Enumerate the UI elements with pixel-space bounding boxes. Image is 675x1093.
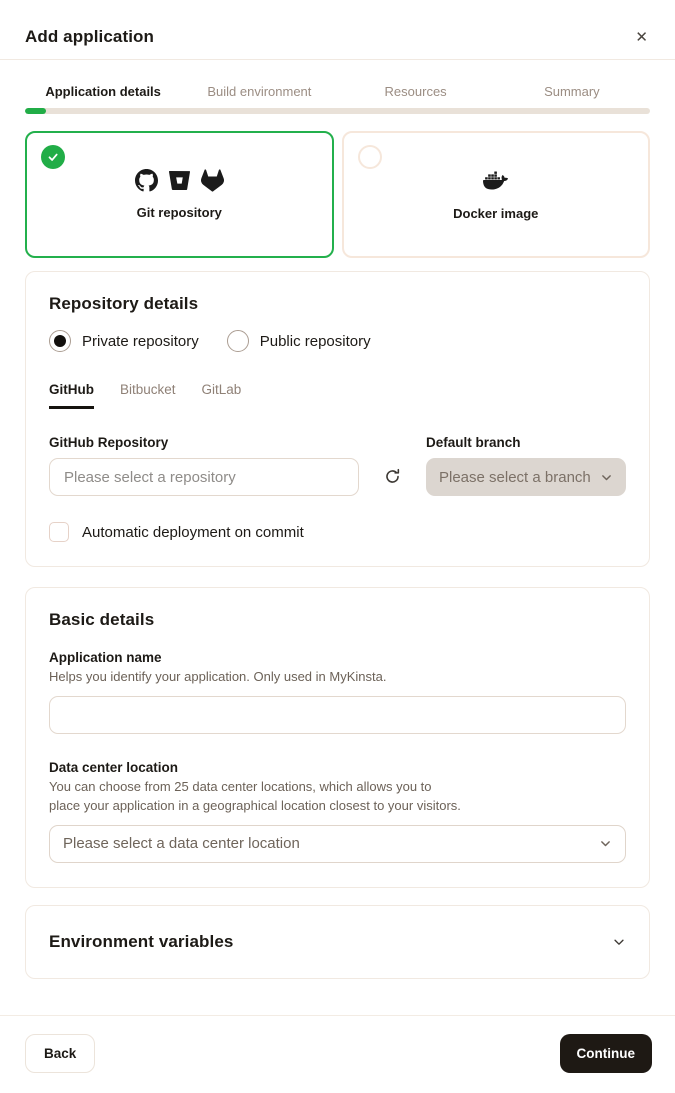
refresh-wrap	[359, 435, 426, 496]
environment-variables-section[interactable]	[25, 905, 650, 979]
progress-bar	[25, 108, 650, 114]
repository-branch-row	[49, 435, 626, 496]
default-branch-select[interactable]	[426, 458, 626, 496]
repository-details-section	[25, 271, 650, 567]
private-repository-radio[interactable]	[49, 330, 199, 352]
data-center-helper	[49, 778, 626, 816]
git-provider-tabs	[49, 382, 626, 409]
github-repository-label: GitHub Repository	[49, 435, 169, 450]
tab-github[interactable]: GitHub	[49, 382, 94, 409]
github-repository-input[interactable]	[49, 458, 359, 496]
default-branch-placeholder: Please select a branch	[439, 468, 591, 486]
environment-variables-title: Environment variables	[49, 931, 234, 951]
chevron-down-icon	[599, 837, 612, 850]
github-icon	[135, 169, 158, 192]
git-provider-icons	[135, 169, 224, 192]
data-center-group	[49, 760, 626, 863]
auto-deploy-label: Automatic deployment on commit	[82, 523, 304, 541]
docker-image-card-label: Docker image	[453, 206, 539, 221]
git-repository-card[interactable]	[25, 131, 334, 258]
repository-details-title: Repository details	[49, 294, 199, 313]
bitbucket-icon	[169, 170, 190, 191]
refresh-repositories-button[interactable]	[384, 468, 401, 485]
back-button[interactable]: Back	[25, 1034, 95, 1073]
auto-deploy-checkbox-row[interactable]	[49, 522, 626, 542]
application-name-group	[49, 650, 626, 734]
basic-details-title: Basic details	[49, 610, 155, 629]
continue-button[interactable]: Continue	[560, 1034, 653, 1073]
checkbox-unchecked-icon[interactable]	[49, 522, 69, 542]
application-name-helper: Helps you identify your application. Only used in MyKinsta.	[49, 669, 387, 684]
stepper	[0, 60, 675, 114]
data-center-helper-line2: place your application in a geographical location closest to your visitors.	[49, 797, 461, 813]
modal-title: Add application	[25, 27, 154, 46]
docker-icon	[483, 168, 508, 193]
tab-bitbucket[interactable]: Bitbucket	[120, 382, 176, 397]
step-application-details[interactable]: Application details	[45, 84, 161, 99]
step-build-environment[interactable]: Build environment	[207, 84, 312, 99]
step-summary[interactable]: Summary	[544, 84, 600, 99]
chevron-down-icon	[600, 471, 613, 484]
data-center-select[interactable]	[49, 825, 626, 863]
default-branch-label: Default branch	[426, 435, 521, 450]
basic-details-section	[25, 587, 650, 888]
modal-footer	[0, 1015, 675, 1093]
tab-gitlab[interactable]: GitLab	[201, 382, 242, 397]
git-repository-card-label: Git repository	[136, 205, 222, 220]
application-name-input[interactable]	[49, 696, 626, 734]
application-name-label: Application name	[49, 650, 162, 665]
source-type-cards	[0, 114, 675, 258]
modal-header	[0, 0, 675, 60]
selected-check-icon	[41, 145, 65, 169]
github-repository-field	[49, 435, 359, 496]
step-resources[interactable]: Resources	[384, 84, 447, 99]
stepper-labels	[25, 84, 650, 99]
refresh-icon	[384, 468, 401, 485]
public-repository-label: Public repository	[259, 332, 371, 350]
data-center-label: Data center location	[49, 759, 179, 775]
chevron-down-icon[interactable]	[612, 935, 626, 949]
unselected-circle	[358, 145, 382, 169]
docker-image-card[interactable]	[342, 131, 651, 258]
close-button[interactable]	[629, 24, 654, 51]
data-center-helper-line1: You can choose from 25 data center locations, which allows you to	[49, 778, 432, 794]
data-center-placeholder: Please select a data center location	[63, 835, 300, 853]
public-repository-radio[interactable]	[227, 330, 371, 352]
progress-fill	[25, 108, 46, 114]
radio-unselected-icon	[227, 330, 249, 352]
docker-icon-wrap	[483, 168, 508, 193]
close-icon: ✕	[635, 28, 648, 46]
default-branch-field	[426, 435, 626, 496]
repository-visibility-radios	[49, 330, 626, 352]
gitlab-icon	[201, 169, 224, 192]
private-repository-label: Private repository	[82, 332, 199, 350]
radio-selected-icon	[49, 330, 71, 352]
